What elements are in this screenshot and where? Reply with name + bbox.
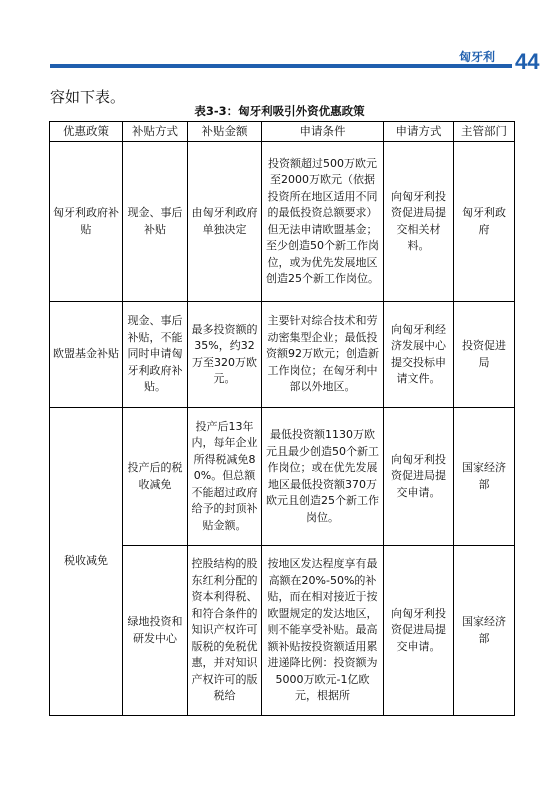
cell-application: 向匈牙利投资促进局提交申请。 <box>384 546 454 716</box>
table-row <box>50 302 515 408</box>
cell-amount: 投产后13年内，每年企业所得税减免80%。但总额不能超过政府给予的封顶补贴金额。 <box>188 408 262 546</box>
cell-authority: 匈牙利政府 <box>454 142 515 302</box>
col-header-authority: 主管部门 <box>454 122 515 142</box>
cell-amount: 控股结构的股东红利分配的资本利得税、和符合条件的知识产权许可版税的免税优惠，并对知识产权许可的版税给 <box>188 546 262 716</box>
col-header-amount: 补贴金额 <box>188 122 262 142</box>
cell-authority: 投资促进局 <box>454 302 515 408</box>
cell-application: 向匈牙利投资促进局提交申请。 <box>384 408 454 546</box>
lead-text: 容如下表。 <box>50 88 126 106</box>
cell-policy: 匈牙利政府补贴 <box>50 142 123 302</box>
cell-conditions: 按地区发达程度享有最高额在20%-50%的补贴，而在相对接近于按欧盟规定的发达地区，则不能享受补贴。最高额补贴按投资额适用累进递降比例：投资额为5000万欧元-1亿欧元，根据所 <box>262 546 384 716</box>
table-header-row <box>50 122 515 142</box>
cell-policy: 欧盟基金补贴 <box>50 302 123 408</box>
cell-authority: 国家经济部 <box>454 546 515 716</box>
cell-authority: 国家经济部 <box>454 408 515 546</box>
cell-method: 现金、事后补贴，不能同时申请匈牙利政府补贴。 <box>123 302 188 408</box>
table-caption: 表3-3：匈牙利吸引外资优惠政策 <box>194 104 365 118</box>
cell-conditions: 最低投资额1130万欧元且最少创造50个新工作岗位；或在优先发展地区最低投资额370万欧元且创造25个新工作岗位。 <box>262 408 384 546</box>
policy-table <box>49 121 515 716</box>
table-row <box>50 142 515 302</box>
col-header-policy: 优惠政策 <box>50 122 123 142</box>
header-rule <box>50 64 512 68</box>
cell-method: 投产后的税收减免 <box>123 408 188 546</box>
cell-method: 现金、事后补贴 <box>123 142 188 302</box>
cell-conditions: 投资额超过500万欧元至2000万欧元（依据投资所在地区适用不同的最低投资总额要求）但无法申请欧盟基金；至少创造50个新工作岗位，或为优先发展地区创造25个新工作岗位。 <box>262 142 384 302</box>
col-header-application: 申请方式 <box>384 122 454 142</box>
cell-application: 向匈牙利投资促进局提交相关材料。 <box>384 142 454 302</box>
col-header-method: 补贴方式 <box>123 122 188 142</box>
page-number: 44 <box>515 49 540 74</box>
cell-method: 绿地投资和研发中心 <box>123 546 188 716</box>
col-header-conditions: 申请条件 <box>262 122 384 142</box>
cell-conditions: 主要针对综合技术和劳动密集型企业；最低投资额92万欧元；创造新工作岗位；在匈牙利中部以外地区。 <box>262 302 384 408</box>
cell-policy: 税收减免 <box>50 408 123 716</box>
page-header <box>0 0 559 80</box>
cell-amount: 最多投资额的35%，约32万至320万欧元。 <box>188 302 262 408</box>
cell-amount: 由匈牙利政府单独决定 <box>188 142 262 302</box>
table-row <box>50 408 515 546</box>
header-country: 匈牙利 <box>459 50 496 64</box>
cell-application: 向匈牙利经济发展中心提交投标申请文件。 <box>384 302 454 408</box>
